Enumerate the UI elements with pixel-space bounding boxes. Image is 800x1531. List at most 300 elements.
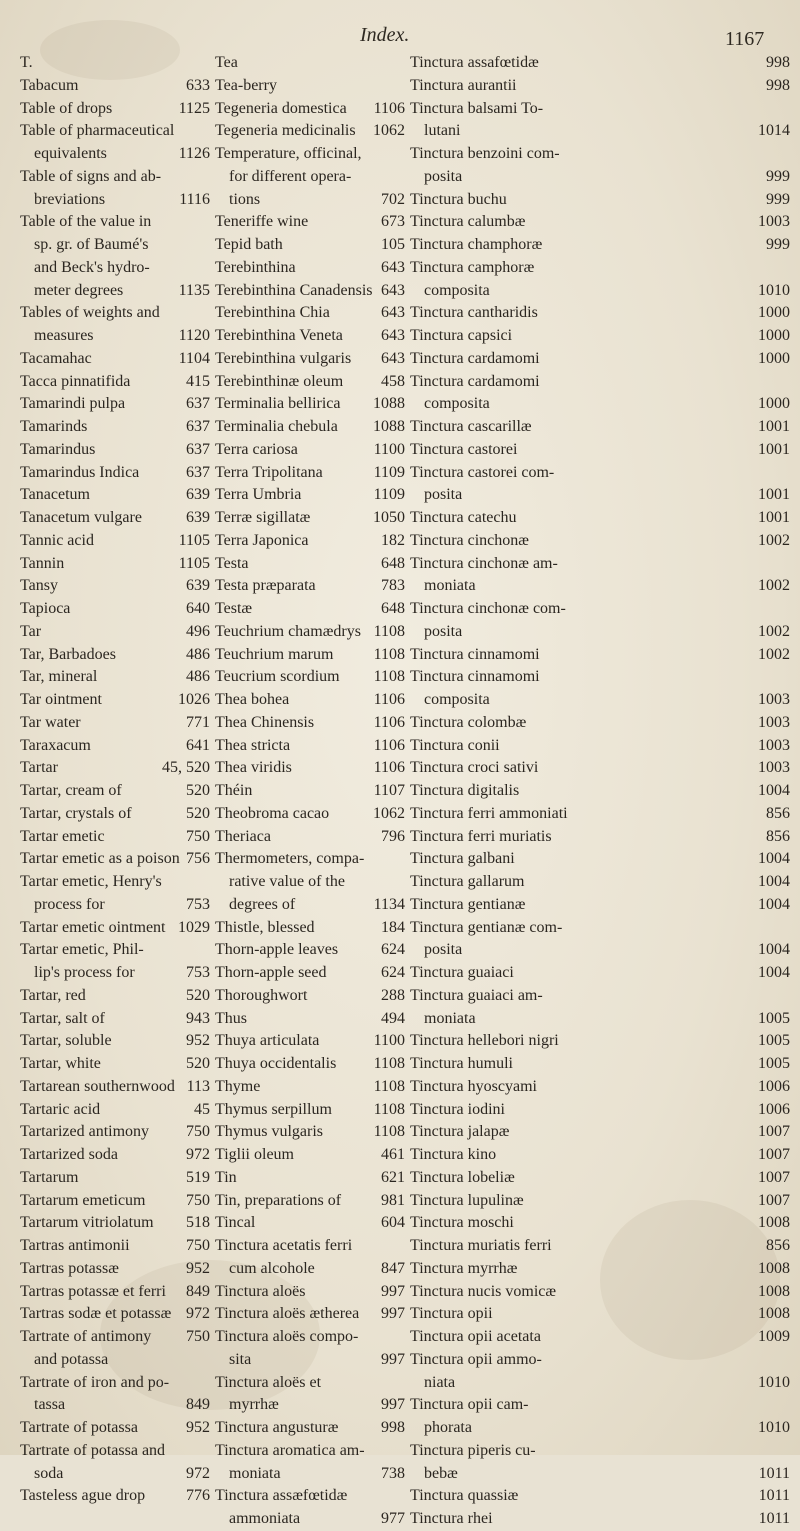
index-entry [410,1258,790,1281]
entry-page: 977 [381,1510,405,1527]
entry-term: Tinctura hellebori nigri [410,1032,559,1050]
entry-term: phorata [424,1419,472,1436]
entry-term: Terebinthina Canadensis [215,281,373,299]
entry-term: Temperature, officinal, [215,145,362,162]
entry-term: Thea bohea [215,691,290,708]
entry-term: Tartras sodæ et potassæ [20,1305,172,1323]
entry-term: Tinctura balsami To- [410,99,544,117]
entry-term: Tea [215,54,238,71]
entry-page: 643 [381,349,405,367]
index-entry [215,1053,405,1076]
entry-page: 1109 [373,463,405,481]
entry-page: 1106 [373,713,405,731]
entry-term: Tinctura piperis cu- [410,1441,536,1459]
index-entry [20,439,210,462]
entry-page: 1126 [178,145,210,162]
entry-term: Tartarized antimony [20,1123,150,1141]
entry-page: 1009 [758,1328,790,1345]
entry-page: 1108 [373,1055,405,1072]
index-entry [20,371,210,394]
index-entry [20,871,210,894]
index-entry [215,1440,405,1463]
entry-page: 1004 [758,941,790,959]
entry-page: 1100 [373,1032,405,1050]
entry-page: 1010 [758,1419,790,1436]
entry-page: 637 [186,418,210,435]
entry-term: Table of signs and ab- [20,167,162,185]
index-entry [410,530,790,553]
entry-page: 756 [186,850,210,868]
entry-term: Tartar emetic, Henry's [20,873,162,890]
entry-term: Terra cariosa [215,440,298,458]
entry-page: 952 [186,1259,210,1277]
entry-page: 1000 [758,304,790,322]
entry-page: 1008 [758,1282,790,1300]
index-entry [20,1258,210,1281]
entry-term: Tar, mineral [20,668,98,686]
entry-term: Tinctura ferri ammoniati [410,804,568,822]
index-entry [20,1076,210,1099]
entry-page: 856 [766,1237,790,1254]
entry-term: breviations [34,190,106,208]
index-entry [20,325,210,348]
entry-page: 45, 520 [162,759,210,777]
entry-page: 1003 [758,759,790,777]
index-entry [215,1144,405,1167]
entry-page: 1088 [373,418,405,435]
entry-page: 496 [186,622,210,640]
index-entry [410,143,790,166]
index-entry [410,1440,790,1463]
index-entry [410,735,790,758]
entry-term: Terebinthina vulgaris [215,349,352,367]
index-entry [215,621,405,644]
entry-term: Tinctura kino [410,1146,497,1163]
index-entry [215,1394,405,1417]
index-entry [20,416,210,439]
entry-term: Tinctura aloës et [215,1373,322,1391]
index-entry [410,1167,790,1190]
index-entry [215,985,405,1008]
index-entry [20,985,210,1008]
entry-page: 1006 [758,1100,790,1118]
index-entry [215,1303,405,1326]
index-entry [215,393,405,416]
index-entry [215,325,405,348]
entry-page: 1011 [758,1487,790,1505]
page-header [0,8,800,48]
index-entry [410,75,790,98]
entry-page: 1010 [758,281,790,299]
index-entry [20,507,210,530]
entry-page: 750 [186,1328,210,1345]
entry-term: Thymus serpillum [215,1100,332,1118]
entry-term: degrees of [229,895,296,913]
index-entry [20,666,210,689]
entry-page: 486 [186,645,210,663]
index-entry [20,1030,210,1053]
entry-page: 184 [381,918,405,936]
entry-page: 640 [186,600,210,617]
entry-page: 1108 [373,668,405,686]
entry-page: 981 [381,1191,405,1209]
index-entry [20,1281,210,1304]
entry-page: 1004 [758,873,790,890]
index-entry [20,75,210,98]
index-entry [215,371,405,394]
entry-page: 1116 [179,190,210,208]
entry-page: 1106 [373,691,405,708]
entry-term: Terebinthina Chia [215,304,330,322]
entry-term: soda [34,1464,64,1482]
entry-term: Tartar emetic [20,827,105,845]
entry-term: measures [34,327,94,344]
index-entry [20,120,210,143]
entry-term: posita [424,941,463,959]
entry-term: Tegeneria domestica [215,99,347,117]
entry-page: 1106 [373,759,405,777]
entry-term: Tinctura hyoscyami [410,1077,537,1095]
index-entry [410,1485,790,1508]
entry-term: Tamarindus Indica [20,463,140,481]
index-entry [410,757,790,780]
index-entry [215,1485,405,1508]
entry-page: 771 [186,713,210,731]
entry-term: Tinctura castorei [410,440,518,458]
entry-page: 1108 [373,622,405,640]
index-entry [215,1349,405,1372]
index-entry [20,803,210,826]
entry-page: 856 [766,804,790,822]
index-entry [410,621,790,644]
index-entry [215,689,405,712]
entry-term: Tinctura cinchonæ com- [410,600,566,617]
entry-page: 997 [381,1282,405,1300]
entry-page: 648 [381,554,405,572]
entry-page: 1107 [373,782,405,799]
entry-page: 1002 [758,577,790,595]
entry-term: Tinctura rhei [410,1510,493,1527]
entry-term: moniata [229,1464,281,1482]
index-entry [215,939,405,962]
entry-page: 520 [186,782,210,799]
index-entry [20,1349,210,1372]
entry-term: sita [229,1350,252,1368]
index-column-2 [215,52,405,1531]
entry-term: Thorn-apple seed [215,964,327,981]
entry-term: Tartaric acid [20,1100,101,1118]
entry-term: Thea Chinensis [215,713,315,731]
entry-term: Tar [20,622,42,640]
index-entry [215,257,405,280]
entry-term: Tinctura gentianæ com- [410,918,563,936]
entry-page: 673 [381,213,405,231]
index-entry [215,1417,405,1440]
entry-page: 972 [186,1146,210,1163]
index-entry [410,1349,790,1372]
index-entry [410,1121,790,1144]
index-entry [410,917,790,940]
index-entry [410,598,790,621]
index-entry [20,598,210,621]
entry-term: Terra Tripolitana [215,463,323,481]
index-entry [410,803,790,826]
entry-term: Thymus vulgaris [215,1123,323,1141]
entry-term: lip's process for [34,964,135,981]
entry-term: tions [229,190,261,208]
entry-term: and Beck's hydro- [34,258,150,276]
index-entry [215,1190,405,1213]
entry-term: Théin [215,782,253,799]
index-entry [410,393,790,416]
index-entry [215,848,405,871]
entry-term: composita [424,281,490,299]
entry-page: 1004 [758,964,790,981]
entry-page: 639 [186,509,210,526]
entry-page: 1007 [758,1146,790,1163]
entry-page: 637 [186,440,210,458]
entry-page: 796 [381,827,405,845]
entry-term: Tartarum vitriolatum [20,1214,154,1232]
index-entry [410,1417,790,1440]
entry-page: 624 [381,941,405,959]
entry-term: Thuya articulata [215,1032,320,1050]
entry-page: 1002 [758,531,790,549]
index-entry [20,1394,210,1417]
entry-term: Tinctura nucis vomicæ [410,1282,557,1300]
entry-term: Tannic acid [20,531,94,549]
entry-term: Thermometers, compa- [215,850,365,868]
entry-term: Tapioca [20,600,71,617]
entry-term: Tinctura lupulinæ [410,1191,524,1209]
entry-term: Thuya occidentalis [215,1055,337,1072]
entry-page: 1125 [178,99,210,117]
index-entry [215,917,405,940]
entry-term: Tinctura aromatica am- [215,1441,365,1459]
index-entry [215,507,405,530]
entry-term: Table of the value in [20,213,152,231]
entry-term: Testa præparata [215,577,316,595]
index-entry [20,1303,210,1326]
entry-page: 1108 [373,1123,405,1141]
entry-page: 998 [766,54,790,71]
index-entry [410,120,790,143]
entry-term: Tinctura benzoini com- [410,145,560,162]
index-entry [410,416,790,439]
entry-term: Tinctura galbani [410,850,515,868]
entry-term: Tinctura cinnamomi [410,668,540,686]
entry-page: 750 [186,827,210,845]
index-entry [215,75,405,98]
index-entry [20,211,210,234]
index-entry [20,962,210,985]
index-entry [410,780,790,803]
entry-term: Tacamahac [20,349,92,367]
entry-page: 1000 [758,349,790,367]
entry-page: 633 [186,76,210,94]
entry-page: 1003 [758,736,790,754]
index-entry [20,1053,210,1076]
entry-page: 1134 [373,895,405,913]
entry-page: 1104 [178,349,210,367]
entry-page: 1007 [758,1123,790,1141]
entry-term: Teuchrium chamædrys [215,622,361,640]
entry-page: 643 [381,327,405,344]
entry-term: tassa [34,1396,66,1414]
index-entry [20,780,210,803]
entry-page: 1005 [758,1009,790,1027]
entry-term: Tinctura opii acetata [410,1328,541,1345]
index-entry [215,120,405,143]
index-entry [20,1235,210,1258]
entry-term: equivalents [34,145,107,162]
entry-term: T. [20,54,33,71]
index-entry [410,1394,790,1417]
entry-term: Tinctura camphoræ [410,258,535,276]
index-entry [215,666,405,689]
entry-page: 1003 [758,213,790,231]
index-entry [215,1235,405,1258]
index-entry [410,1190,790,1213]
entry-term: composita [424,691,490,708]
entry-term: Terræ sigillatæ [215,509,311,526]
index-entry [410,666,790,689]
entry-term: ammoniata [229,1510,301,1527]
entry-page: 972 [186,1464,210,1482]
entry-term: Tamarinds [20,418,88,435]
entry-page: 1105 [178,531,210,549]
index-entry [215,52,405,75]
entry-page: 461 [381,1146,405,1163]
entry-term: Taraxacum [20,736,91,754]
entry-page: 1003 [758,691,790,708]
index-entry [215,1099,405,1122]
entry-term: Tannin [20,554,65,572]
entry-term: Tansy [20,577,58,595]
entry-page: 1001 [758,486,790,504]
index-entry [20,894,210,917]
index-entry [215,1463,405,1486]
entry-term: Tinctura gallarum [410,873,525,890]
entry-term: Tin, preparations of [215,1191,342,1209]
entry-term: moniata [424,1009,476,1027]
entry-page: 113 [186,1077,210,1095]
index-entry [410,939,790,962]
entry-term: Tinctura aloës ætherea [215,1305,360,1323]
index-entry [215,439,405,462]
entry-term: sp. gr. of Baumé's [34,236,149,253]
entry-page: 847 [381,1259,405,1277]
entry-term: Thea viridis [215,759,292,777]
index-entry [410,257,790,280]
entry-page: 641 [186,736,210,754]
entry-page: 1106 [373,99,405,117]
entry-term: Tinctura guaiaci am- [410,986,543,1004]
entry-page: 1088 [373,395,405,413]
entry-page: 998 [381,1419,405,1436]
index-entry [410,439,790,462]
entry-page: 458 [381,372,405,390]
entry-term: Tepid bath [215,236,283,253]
index-entry [215,189,405,212]
entry-page: 643 [381,258,405,276]
entry-term: Terra Umbria [215,486,302,504]
index-entry [215,826,405,849]
index-entry [410,1008,790,1031]
entry-term: Testa [215,554,249,572]
entry-term: Tinctura iodini [410,1100,505,1118]
entry-page: 520 [186,804,210,822]
entry-term: meter degrees [34,281,124,299]
index-entry [20,644,210,667]
index-entry [20,689,210,712]
index-entry [20,302,210,325]
entry-page: 643 [381,281,405,299]
entry-page: 1007 [758,1168,790,1186]
index-entry [410,371,790,394]
entry-page: 1108 [373,645,405,663]
entry-page: 997 [381,1350,405,1368]
index-entry [20,1463,210,1486]
entry-term: posita [424,167,463,185]
entry-term: Tartarean southernwood [20,1077,175,1095]
entry-term: Tinctura muriatis ferri [410,1237,552,1254]
entry-term: Tinctura assæfœtidæ [215,1487,348,1505]
entry-term: Tinctura aurantii [410,76,517,94]
entry-term: Tinctura moschi [410,1214,514,1232]
index-entry [20,98,210,121]
entry-page: 856 [766,827,790,845]
entry-term: Tartarum emeticum [20,1191,146,1209]
entry-term: Tinctura ferri muriatis [410,827,552,845]
index-entry [215,1258,405,1281]
entry-term: Tinctura cinchonæ [410,531,529,549]
entry-term: lutani [424,122,461,140]
index-entry [20,735,210,758]
entry-page: 1004 [758,782,790,799]
index-entry [215,644,405,667]
index-entry [410,302,790,325]
entry-term: Tartrate of antimony [20,1328,152,1345]
index-entry [410,1099,790,1122]
entry-term: Tinctura angusturæ [215,1419,339,1436]
entry-term: Tinctura cantharidis [410,304,538,322]
entry-page: 952 [186,1419,210,1436]
entry-term: bebæ [424,1464,458,1482]
entry-term: Tinctura cinnamomi [410,645,540,663]
entry-page: 637 [186,395,210,413]
index-entry [410,1144,790,1167]
entry-page: 1008 [758,1214,790,1232]
index-entry [410,348,790,371]
entry-term: Tartar, soluble [20,1032,112,1050]
entry-page: 1002 [758,622,790,640]
entry-term: Terebinthina Veneta [215,327,343,344]
entry-page: 1004 [758,850,790,868]
entry-page: 999 [766,190,790,208]
index-entry [410,553,790,576]
entry-page: 999 [766,236,790,253]
index-entry [20,1440,210,1463]
entry-term: Tea-berry [215,76,277,94]
entry-term: for different opera- [229,167,352,185]
index-entry [410,962,790,985]
entry-term: Tinctura acetatis ferri [215,1237,353,1254]
entry-term: moniata [424,577,476,595]
entry-page: 849 [186,1396,210,1414]
index-entry [410,98,790,121]
entry-term: Tinctura cascarillæ [410,418,532,435]
